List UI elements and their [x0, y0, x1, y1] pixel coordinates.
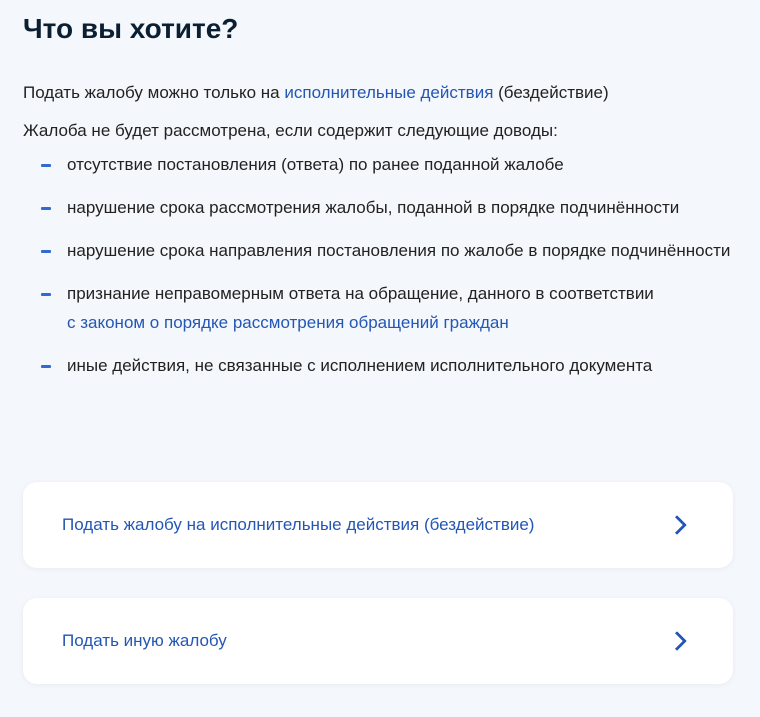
bullet-dash-icon: [41, 293, 51, 296]
chevron-right-icon: [667, 515, 687, 535]
chevron-right-icon: [667, 631, 687, 651]
rejection-reasons-list: [23, 150, 737, 380]
enforcement-actions-link[interactable]: исполнительные действия: [284, 83, 494, 102]
bullet-dash-icon: [41, 250, 51, 253]
list-item: [23, 236, 737, 265]
list-item: [23, 193, 737, 222]
bullet-dash-icon: [41, 365, 51, 368]
appeals-law-link[interactable]: с законом о порядке рассмотрения обращений граждан: [67, 313, 509, 332]
reason-text: нарушение срока направления постановления по жалобе в порядке подчинённости: [67, 241, 731, 260]
enforcement-complaint-option[interactable]: [23, 482, 733, 568]
page-title: Что вы хотите?: [23, 13, 239, 44]
other-complaint-option[interactable]: [23, 598, 733, 684]
intro-text: [23, 81, 737, 105]
option-label: Подать иную жалобу: [62, 631, 227, 650]
complaint-type-page: [23, 0, 737, 394]
intro-suffix: (бездействие): [498, 83, 609, 102]
bullet-dash-icon: [41, 164, 51, 167]
list-item: [23, 279, 737, 337]
reason-text: нарушение срока рассмотрения жалобы, поданной в порядке подчинённости: [67, 198, 680, 217]
list-item: [23, 351, 737, 380]
bullet-dash-icon: [41, 207, 51, 210]
reason-text: признание неправомерным ответа на обращение, данного в соответствии: [67, 284, 654, 303]
reason-text: иные действия, не связанные с исполнением исполнительного документа: [67, 356, 653, 375]
intro-prefix: Подать жалобу можно только на: [23, 83, 280, 102]
rejection-reasons-heading: Жалоба не будет рассмотрена, если содержит следующие доводы:: [23, 121, 558, 140]
reason-text: отсутствие постановления (ответа) по ранее поданной жалобе: [67, 155, 564, 174]
option-label: Подать жалобу на исполнительные действия (бездействие): [62, 515, 535, 534]
list-item: [23, 150, 737, 179]
